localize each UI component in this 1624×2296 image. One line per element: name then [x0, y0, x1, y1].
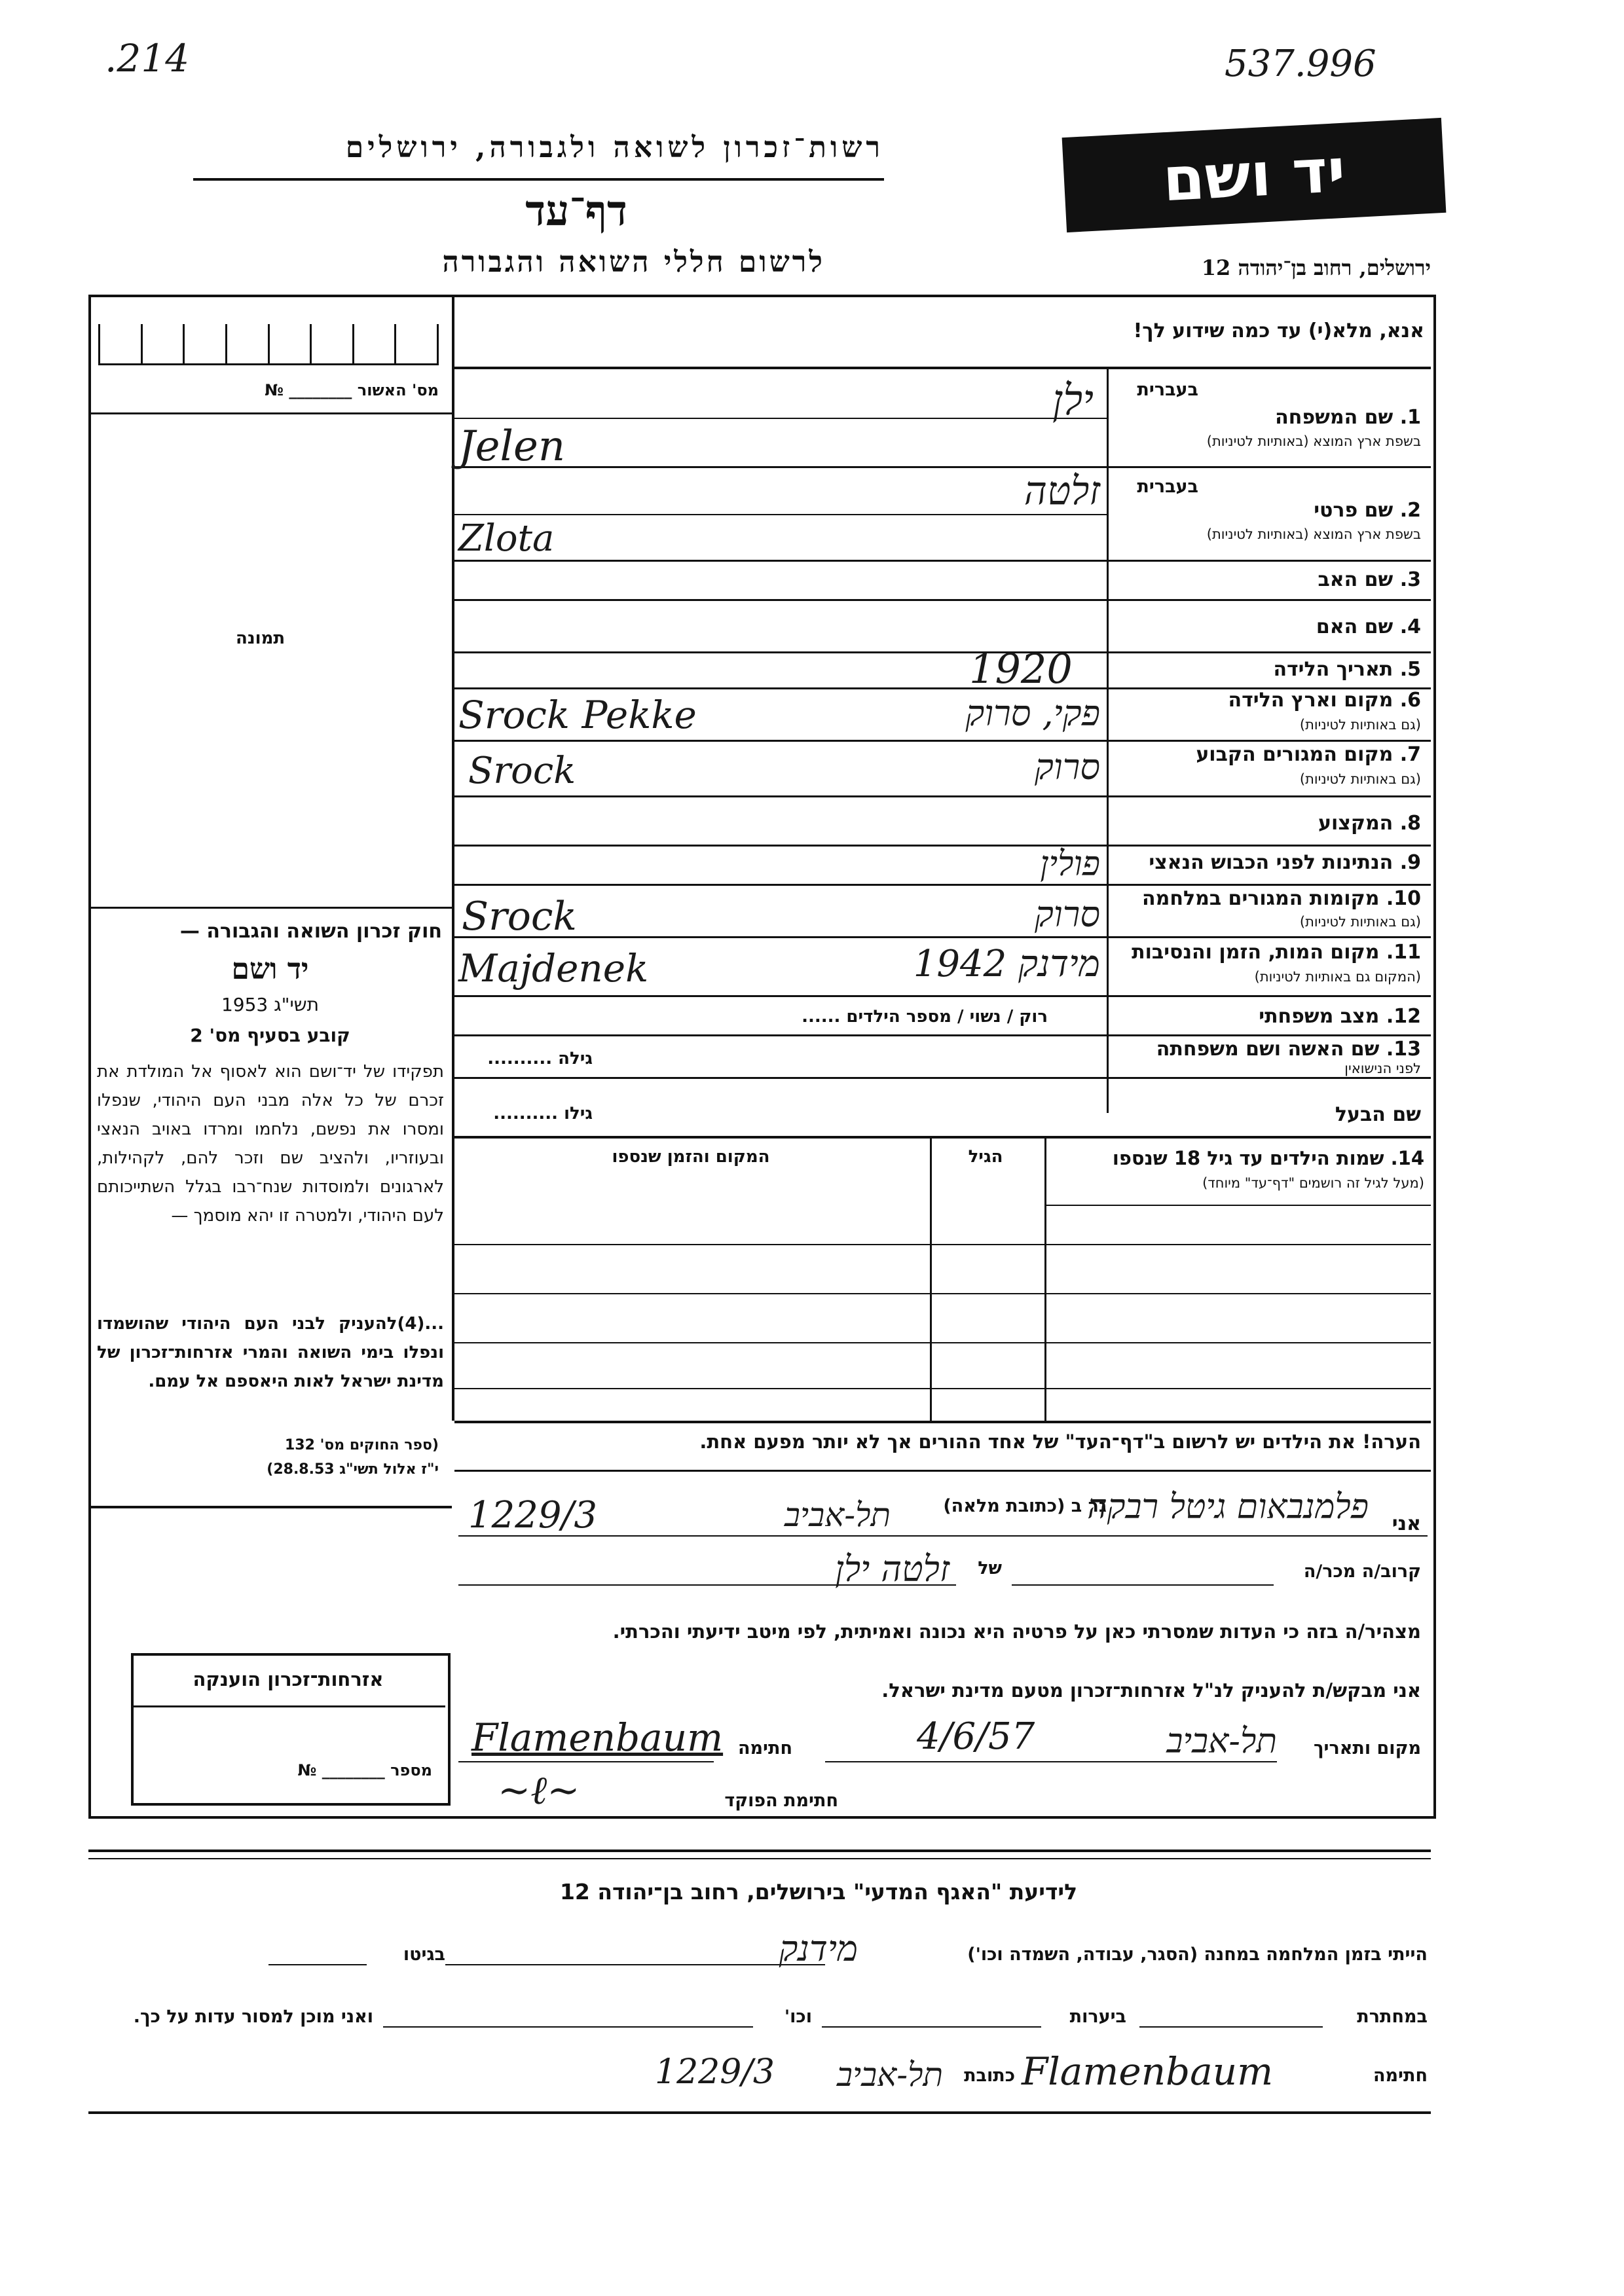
children-table-bottom — [454, 1421, 1431, 1423]
signature-line — [458, 1761, 714, 1762]
bottom-address-label: כתובת — [964, 2066, 1015, 2086]
label-wartime-residence-sub: (גם באותיות לטיניות) — [1299, 914, 1421, 930]
law-year: תשי"ג 1953 — [221, 994, 320, 1015]
label-profession: 8. המקצוע — [1318, 812, 1421, 835]
label-residence-sub: (גם באותיות לטיניות) — [1299, 771, 1421, 787]
label-family-status: 12. מצב משפחתי — [1259, 1005, 1421, 1028]
label-citizenship: 9. הנתינות לפני הכבוש הנאצי — [1149, 851, 1421, 874]
law-source-1: (ספר החוקים מס' 132 — [284, 1437, 439, 1453]
declaration-text: מצהיר/ה בזה כי העדות שמסרתי כאן על פרטיה היא נכונה ואמיתית, לפי מיטב ידיעתי והכרתי. — [612, 1620, 1421, 1643]
law-source-2: י"ז אלול תשי"ג 28.8.53) — [267, 1461, 439, 1478]
request-text: אני מבקש/ת להעניק לנ"ל אזרחות־זכרון מטעם מדינת ישראל. — [881, 1679, 1421, 1702]
approval-number-text: מס' האשור — [357, 381, 439, 399]
label-surname-latin: בשפת ארץ המוצא (באותיות לטיניות) — [1206, 433, 1421, 449]
hw-residence-latin: Srock — [468, 750, 576, 792]
bottom-ghetto-label: בגיטו — [403, 1944, 445, 1965]
husband-age-text: גילו — [564, 1104, 593, 1123]
label-death: 11. מקום המות, הזמן והנסיבות — [1132, 941, 1421, 964]
citizenship-box-title: אזרחות־זכרון הוענקה — [193, 1668, 384, 1690]
hw-bottom-address: תל-אביב — [836, 2056, 943, 2094]
husband-age-label: גילו .......... — [493, 1104, 593, 1123]
bottom-frame-inner — [88, 1858, 1431, 1859]
officer-signature-label: חתימת הפוקד — [724, 1791, 838, 1811]
hw-officer-signature: ∼ℓ∼ — [498, 1768, 580, 1813]
label-residence: 7. מקום המגורים הקבוע — [1196, 743, 1421, 766]
wife-age-label: גילה .......... — [487, 1049, 593, 1068]
instruction: אנא, מלא(י) עד כמה שידוע לך! — [1133, 319, 1424, 342]
place-date-line — [825, 1761, 1277, 1762]
signature-label: חתימה — [737, 1738, 792, 1758]
hw-wartime-he: סרוק — [1035, 894, 1100, 935]
bottom-line-1: הייתי בזמן המלחמה במחנה (הסגר, עבודה, השמדה וכו') — [967, 1944, 1428, 1965]
form-purpose: לרשום חללי השואה והגבורה — [442, 246, 825, 279]
witness-i-label: אני — [1392, 1512, 1421, 1535]
children-row-line — [454, 1244, 1431, 1245]
hw-bottom-address-num: 1229/3 — [655, 2052, 775, 2092]
row-line — [454, 560, 1431, 562]
witness-address-label: גר ב (כתובת מלאה) — [943, 1496, 1107, 1516]
row-line — [454, 740, 1431, 742]
hw-witness-name: פלמנבאום גיטל רבקה — [1087, 1487, 1369, 1527]
label-wartime-residence: 10. מקומות המגורים במלחמה — [1142, 887, 1421, 910]
authority-heading: רשות־זכרון לשואה ולגבורה, ירושלים — [345, 131, 884, 164]
row-line — [454, 795, 1431, 797]
witness-line — [458, 1535, 1428, 1537]
label-death-sub: (המקום גם באותיות לטיניות) — [1254, 969, 1421, 985]
children-row-line — [454, 1388, 1431, 1389]
family-status-options: רוק / נשוי / מספר הילדים ...... — [802, 1007, 1048, 1027]
approval-line — [88, 412, 452, 414]
photo-bottom — [88, 907, 452, 909]
label-first-name: 2. שם פרטי — [1314, 499, 1421, 522]
relative-line — [1012, 1584, 1274, 1586]
children-row-line — [454, 1293, 1431, 1294]
hw-date: 4/6/57 — [917, 1715, 1035, 1758]
label-birth-place: 6. מקום וארץ הלידה — [1228, 689, 1421, 712]
top-left-number: .214 — [105, 36, 190, 81]
law-title: חוק זכרון השואה והגבורה — — [179, 920, 442, 943]
top-right-number: 537.996 — [1225, 43, 1376, 85]
label-surname: 1. שם המשפחה — [1275, 406, 1421, 429]
note-text: הערה! את הילדים יש לרשום ב"דף־העד" של אחד ההורים אך לא יותר מפעם אחת. — [699, 1430, 1421, 1453]
children-subtitle: (מעל לגיל זה רושמים "דף־עד" מיוחד) — [1202, 1175, 1424, 1191]
bottom-line-1-fill-b — [268, 1964, 367, 1965]
hw-residence-he: סרוק — [1035, 746, 1100, 788]
hw-bottom-signature: Flamenbaum — [1022, 2049, 1274, 2094]
photo-label: תמונה — [236, 629, 286, 648]
law-name: יד ושם — [231, 953, 309, 986]
label-in-hebrew-2: בעברית — [1137, 477, 1198, 497]
row-line — [454, 599, 1431, 601]
col-age: הגיל — [968, 1147, 1003, 1167]
citizenship-box-line — [134, 1705, 445, 1707]
label-birth-date: 5. תאריך הלידה — [1273, 658, 1421, 681]
row-line — [454, 1034, 1431, 1036]
bottom-title: לידיעת "האגף המדעי" בירושלים, רחוב בן־יהודה 12 — [559, 1879, 1078, 1904]
hw-first-latin: Zlota — [458, 517, 555, 560]
hw-witness-address-num: 1229/3 — [468, 1494, 598, 1537]
label-wife-name: 13. שם האשה ושם משפחתה — [1156, 1038, 1421, 1061]
hw-birth-place-he: פקי, סרוק — [965, 693, 1100, 734]
hw-bottom-camp: מידנק — [779, 1928, 858, 1969]
wife-age-text: גילה — [558, 1049, 593, 1068]
note-underline — [454, 1470, 1431, 1472]
logo-text: יד ושם — [1161, 135, 1347, 215]
hw-surname-he: ילן — [1052, 376, 1094, 425]
citizenship-number-text: מספר — [390, 1761, 432, 1779]
row-line — [454, 995, 1431, 997]
hw-birth-place-latin: Srock Pekke — [458, 693, 697, 737]
citizenship-number-label: מספר ________ № — [297, 1761, 432, 1779]
bottom-frame-bottom — [88, 2111, 1431, 2114]
hw-citizenship-he: פולין — [1040, 845, 1100, 884]
children-row-line — [454, 1342, 1431, 1343]
children-col-divider — [930, 1136, 932, 1421]
label-mother: 4. שם האם — [1316, 615, 1421, 638]
code-boxes — [98, 324, 439, 365]
bottom-sign-label: חתימה — [1373, 2066, 1428, 2086]
hw-wartime-latin: Srock — [462, 894, 577, 939]
bottom-frame-top — [88, 1850, 1431, 1852]
bottom-line-2-fill — [383, 2026, 753, 2028]
of-label: של — [978, 1558, 1002, 1578]
children-header-line — [1046, 1205, 1431, 1206]
hw-surname-latin: Jelen — [458, 422, 566, 471]
label-husband: שם הבעל — [1335, 1103, 1421, 1126]
children-title: 14. שמות הילדים עד גיל 18 שנספו — [1112, 1147, 1424, 1169]
family-status-options-text: רוק / נשוי / מספר הילדים — [846, 1007, 1048, 1027]
row-line — [454, 884, 1431, 886]
law-text: תפקידו של יד־ושם הוא לאסוף אל המולדת את זכרם של כל אלה מבני העם היהודי, שנפלו ומסרו את נפשם, נלחמו ומרדו באויב הנאצי ובעוזריו, ולהציב שם וזכר להם, לקהילות, לארגונים ולמוסדות שנח־רבו בגלל השתייכותם לעם היהודי, ולמטרה זו יהא מוסמך — — [97, 1062, 444, 1226]
hw-birth-year: 1920 — [969, 645, 1073, 693]
children-col-divider — [1044, 1136, 1046, 1421]
row-line-half — [454, 514, 1107, 515]
hw-relative-of: זלטה ילן — [835, 1548, 950, 1590]
bottom-line-2-fill — [822, 2026, 1041, 2028]
relative-label: קרוב/ה מכר/ה — [1303, 1561, 1421, 1582]
authority-underline — [193, 178, 884, 181]
bottom-underground: במחתרת — [1357, 2007, 1428, 2027]
left-panel-divider — [452, 295, 454, 1421]
officer-line — [458, 1817, 701, 1818]
label-in-hebrew-1: בעברית — [1137, 380, 1198, 400]
hw-place-date: תל-אביב — [1166, 1722, 1277, 1761]
col-place-time: המקום והזמן שנספו — [612, 1147, 770, 1167]
place-date-label: מקום ותאריך — [1313, 1738, 1421, 1758]
form-title: דף־עד — [525, 187, 627, 236]
row-line — [454, 1136, 1431, 1139]
row-line — [454, 1077, 1431, 1079]
hw-witness-address: תל-אביב — [784, 1496, 891, 1534]
bottom-line-2-fill — [1139, 2026, 1323, 2028]
approval-number-label: מס' האשור ________ № — [265, 381, 439, 399]
hw-death-latin: Majdenek — [458, 946, 649, 991]
bottom-forests: ביערות — [1069, 2007, 1126, 2027]
hw-signature: Flamenbaum — [471, 1715, 724, 1760]
label-wife-name-sub: לפני הנישואין — [1344, 1061, 1421, 1076]
law-clause: קובע בסעיף מס' 2 — [190, 1025, 350, 1046]
label-birth-place-sub: (גם באותיות לטיניות) — [1299, 717, 1421, 733]
row-line — [454, 936, 1431, 938]
row-line — [454, 651, 1431, 653]
label-first-name-latin: בשפת ארץ המוצא (באותיות לטיניות) — [1206, 526, 1421, 542]
address-line: ירושלים, רחוב בן־יהודה 12 — [1201, 255, 1431, 280]
left-panel-bottom — [88, 1506, 452, 1508]
yad-vashem-logo — [1062, 118, 1447, 232]
instruction-divider — [454, 367, 1431, 369]
hw-first-he: זלטה — [1024, 468, 1100, 514]
bottom-ready: ואני מוכן למסור עדות על כך. — [133, 2007, 373, 2027]
label-father: 3. שם האב — [1318, 568, 1421, 591]
hw-death-he: מידנק 1942 — [913, 943, 1100, 985]
law-text-2: ...(4)להעניק לבני העם היהודי שהושמדו ונפלו בימי השואה והמרי אזרחות־זכרון של מדינת ישראל לאות היאספם אל עמם. — [97, 1314, 444, 1391]
bottom-etc: וכו' — [784, 2007, 812, 2027]
